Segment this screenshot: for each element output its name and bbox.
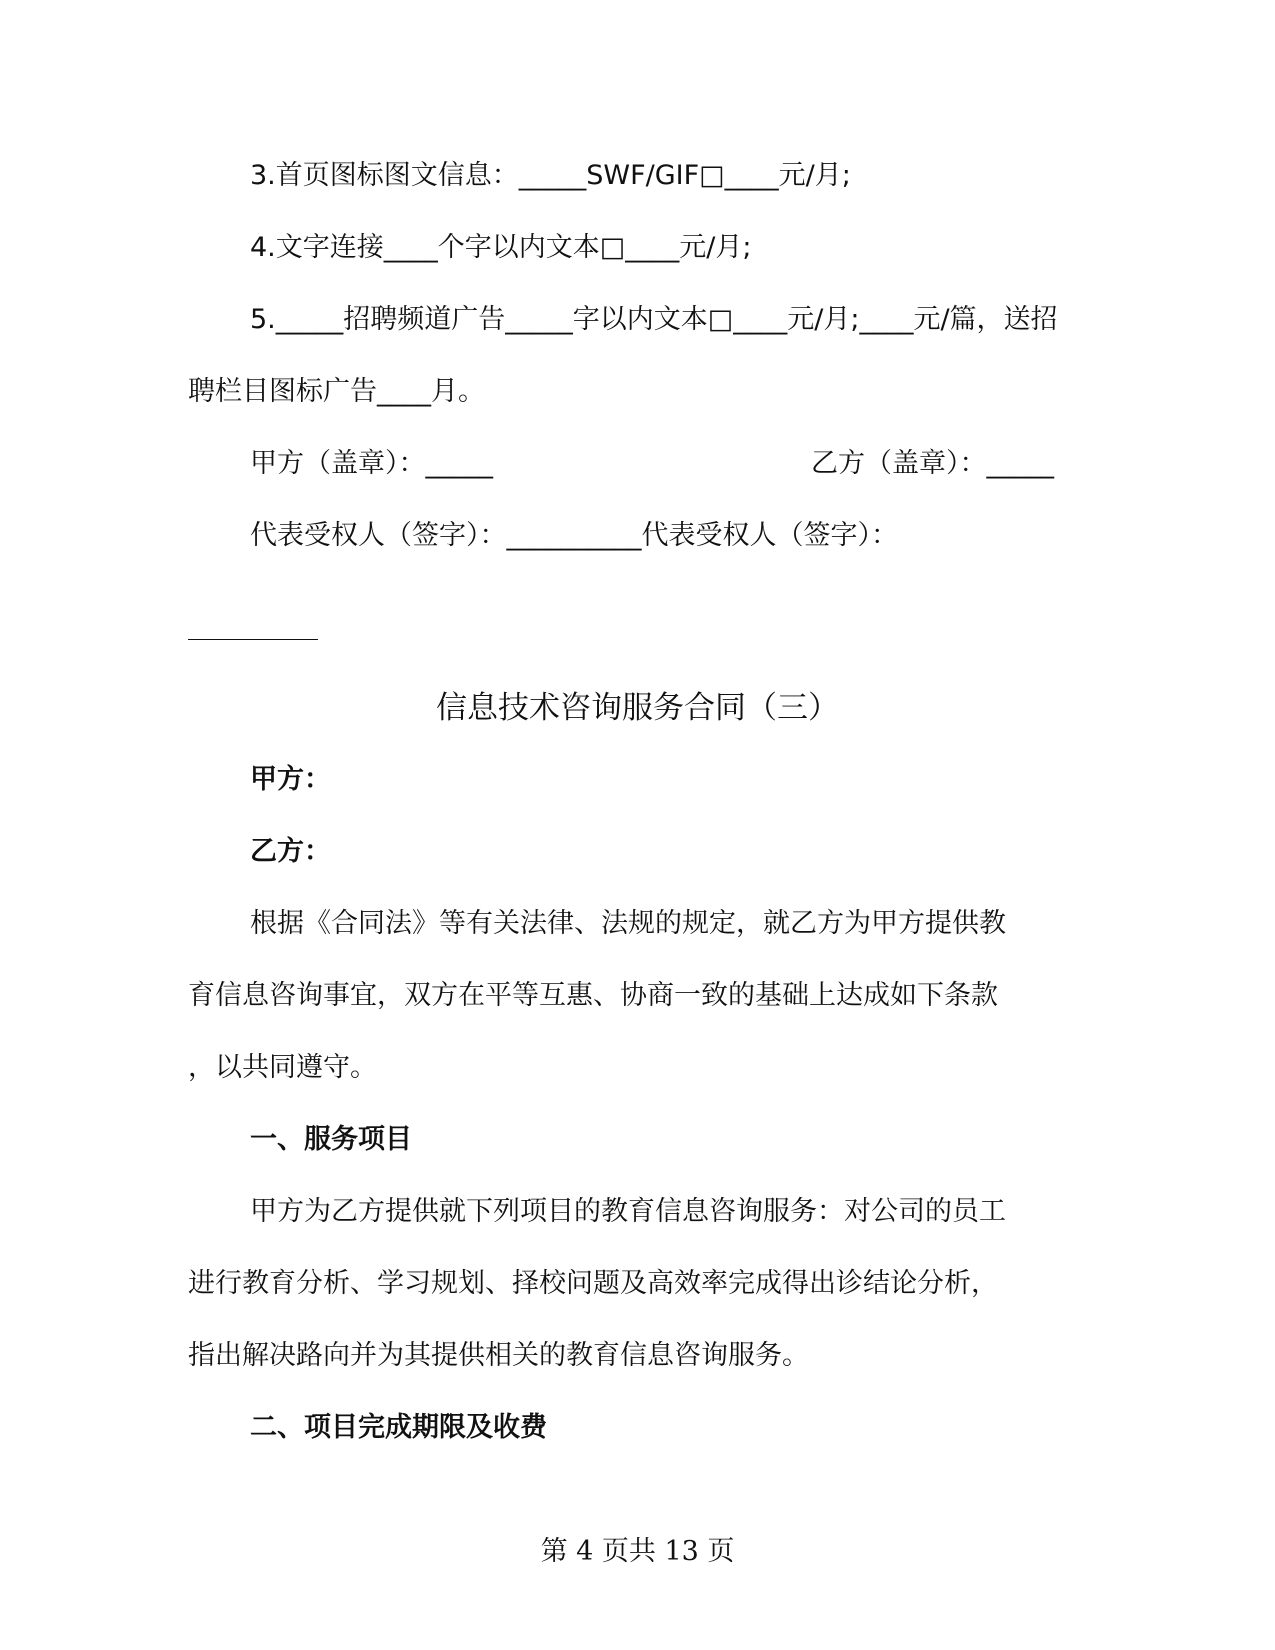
section1-heading: 一、服务项目: [250, 1124, 412, 1155]
section2-heading: 二、项目完成期限及收费: [250, 1412, 547, 1443]
section1-line-3: 指出解决路向并为其提供相关的教育信息咨询服务。: [188, 1340, 809, 1371]
intro-line-1: 根据《合同法》等有关法律、法规的规定，就乙方为甲方提供教: [250, 908, 1006, 939]
party-a-label: 甲方：: [250, 764, 331, 795]
section1-line-1: 甲方为乙方提供就下列项目的教育信息咨询服务：对公司的员工: [250, 1196, 1006, 1227]
intro-line-3: ，以共同遵守。: [188, 1052, 377, 1083]
contract-title: 信息技术咨询服务合同（三）: [436, 690, 839, 726]
line-item5-part2: 聘栏目图标广告____月。: [188, 376, 485, 407]
signature-underline: [188, 639, 318, 640]
party-b-label: 乙方：: [250, 836, 331, 867]
party-b-seal: 乙方（盖章）：_____: [811, 448, 1054, 479]
line-item3: 3.首页图标图文信息：_____SWF/GIF□____元/月;: [250, 160, 851, 191]
intro-line-2: 育信息咨询事宜，双方在平等互惠、协商一致的基础上达成如下条款: [188, 980, 998, 1011]
line-item5-part1: 5._____招聘频道广告_____字以内文本□____元/月;____元/篇，送招: [250, 304, 1058, 335]
representative-signature: 代表受权人（签字）：__________代表受权人（签字）：: [250, 520, 898, 551]
line-item4: 4.文字连接____个字以内文本□____元/月;: [250, 232, 752, 263]
section1-line-2: 进行教育分析、学习规划、择校问题及高效率完成得出诊结论分析，: [188, 1268, 998, 1299]
party-a-seal: 甲方（盖章）：_____: [250, 448, 493, 479]
page-footer: 第 4 页共 13 页: [540, 1536, 735, 1567]
